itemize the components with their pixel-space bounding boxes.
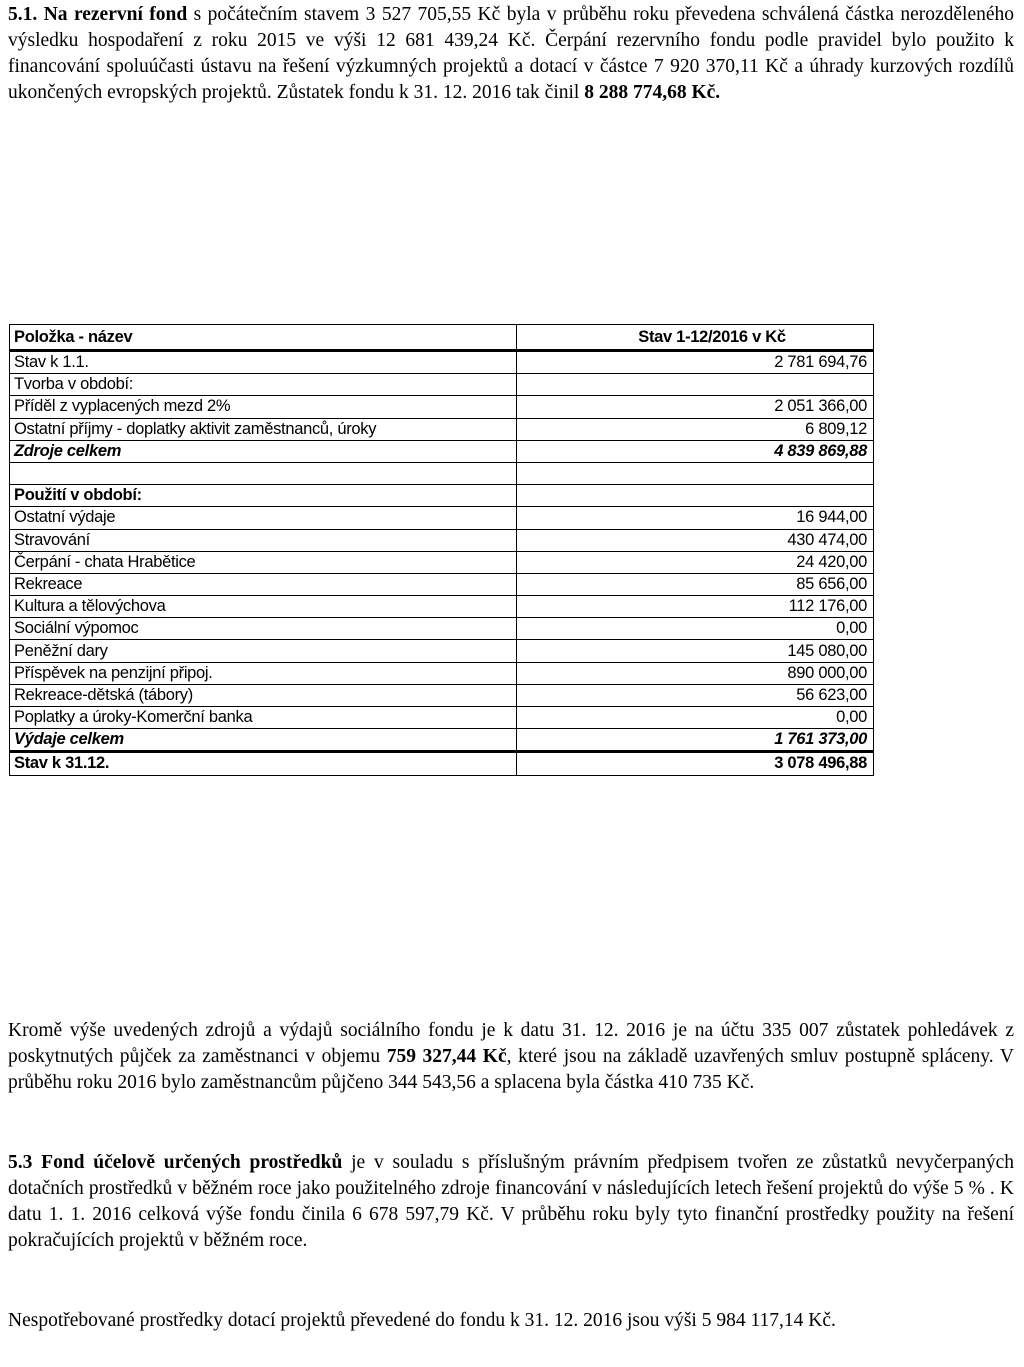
table-row [10,351,874,374]
row-label: Tvorba v období: [10,374,517,396]
table-row [10,573,874,595]
social-fund-table [9,324,874,776]
row-value: 0,00 [517,707,874,729]
row-value: 3 078 496,88 [517,752,874,775]
row-value: 145 080,00 [517,640,874,662]
section-5-1-heading: Na rezervní fond [43,4,188,25]
section-5-3-heading: Fond účelově určených prostředků [41,1152,343,1173]
row-value: 4 839 869,88 [517,440,874,462]
row-value: 24 420,00 [517,551,874,573]
row-value: 6 809,12 [517,418,874,440]
row-label: Zdroje celkem [10,440,517,462]
loans-text-b: , které jsou na základě uzavřených smluv postupně spláceny. V průběhu roku 2016 bylo zaměstnancům půjčeno 344 543,56 a splacena byla částka 410 735 Kč. [8,1046,1014,1093]
table-row [10,440,874,462]
row-label: Čerpání - chata Hrabětice [10,551,517,573]
row-label: Příspěvek na penzijní připoj. [10,662,517,684]
section-5-3-text: je v souladu s příslušným právním předpisem tvořen ze zůstatků nevyčerpaných dotačních prostředků v běžném roce jako použitelného zdroje financování v následujících letech řešení projektů do výše 5 % . K datu 1. 1. 2016 celková výše fondu činila 6 678 597,79 Kč. V průběhu roku byly tyto finanční prostředky použity na řešení pokračujících projektů v běžném roce. [8,1152,1014,1251]
row-label: Rekreace-dětská (tábory) [10,684,517,706]
table-row [10,729,874,752]
row-label [10,462,517,484]
table-row [10,418,874,440]
table-row [10,640,874,662]
row-label: Sociální výpomoc [10,618,517,640]
row-value: 890 000,00 [517,662,874,684]
row-label: Ostatní příjmy - doplatky aktivit zaměstnanců, úroky [10,418,517,440]
row-value: 430 474,00 [517,529,874,551]
row-label: Stav k 1.1. [10,351,517,374]
header-item: Položka - název [10,325,517,351]
row-value [517,462,874,484]
row-value: 85 656,00 [517,573,874,595]
row-label: Použití v období: [10,485,517,507]
table-row [10,485,874,507]
row-value: 16 944,00 [517,507,874,529]
social-fund-table-container [9,324,873,776]
row-label: Ostatní výdaje [10,507,517,529]
row-label: Stav k 31.12. [10,752,517,775]
table-row [10,551,874,573]
section-5-1-number: 5.1. [8,4,38,25]
table-row [10,507,874,529]
table-row [10,396,874,418]
row-value: 56 623,00 [517,684,874,706]
unused-grants-paragraph [8,1308,1014,1334]
table-row [10,752,874,775]
row-value: 2 781 694,76 [517,351,874,374]
row-value [517,374,874,396]
table-row [10,618,874,640]
section-5-1-paragraph [8,2,1014,106]
loans-text-a: Kromě výše uvedených zdrojů a výdajů sociálního fondu je k datu 31. 12. 2016 je na účtu 335 007 zůstatek pohledávek z poskytnutých půjček za zaměstnanci v objemu [8,1020,1014,1067]
row-label: Výdaje celkem [10,729,517,752]
row-value: 2 051 366,00 [517,396,874,418]
loans-amount: 759 327,44 Kč [386,1046,507,1067]
table-row [10,707,874,729]
table-row [10,684,874,706]
unused-grants-text: Nespotřebované prostředky dotací projektů převedené do fondu k 31. 12. 2016 jsou výši 5 984 117,14 Kč. [8,1310,836,1331]
table-header-row [10,325,874,351]
header-value: Stav 1-12/2016 v Kč [517,325,874,351]
table-row [10,596,874,618]
table-row [10,374,874,396]
row-label: Peněžní dary [10,640,517,662]
table-row [10,662,874,684]
row-value [517,485,874,507]
row-label: Příděl z vyplacených mezd 2% [10,396,517,418]
row-value: 1 761 373,00 [517,729,874,752]
section-5-3-paragraph [8,1150,1014,1254]
row-value: 0,00 [517,618,874,640]
row-value: 112 176,00 [517,596,874,618]
reserve-fund-balance: 8 288 774,68 Kč. [584,82,721,103]
social-fund-loans-paragraph [8,1018,1014,1096]
table-row [10,462,874,484]
row-label: Stravování [10,529,517,551]
row-label: Kultura a tělovýchova [10,596,517,618]
row-label: Rekreace [10,573,517,595]
row-label: Poplatky a úroky-Komerční banka [10,707,517,729]
section-5-1-text: s počátečním stavem 3 527 705,55 Kč byla v průběhu roku převedena schválená částka nerozděleného výsledku hospodaření z roku 2015 ve výši 12 681 439,24 Kč. Čerpání rezervního fondu podle pravidel bylo použito k financování spoluúčasti ústavu na řešení výzkumných projektů a dotací v částce 7 920 370,11 Kč a úhrady kurzových rozdílů ukončených evropských projektů. Zůstatek fondu k 31. 12. 2016 tak činil [8,4,1015,103]
table-row [10,529,874,551]
section-5-3-number: 5.3 [8,1152,33,1173]
